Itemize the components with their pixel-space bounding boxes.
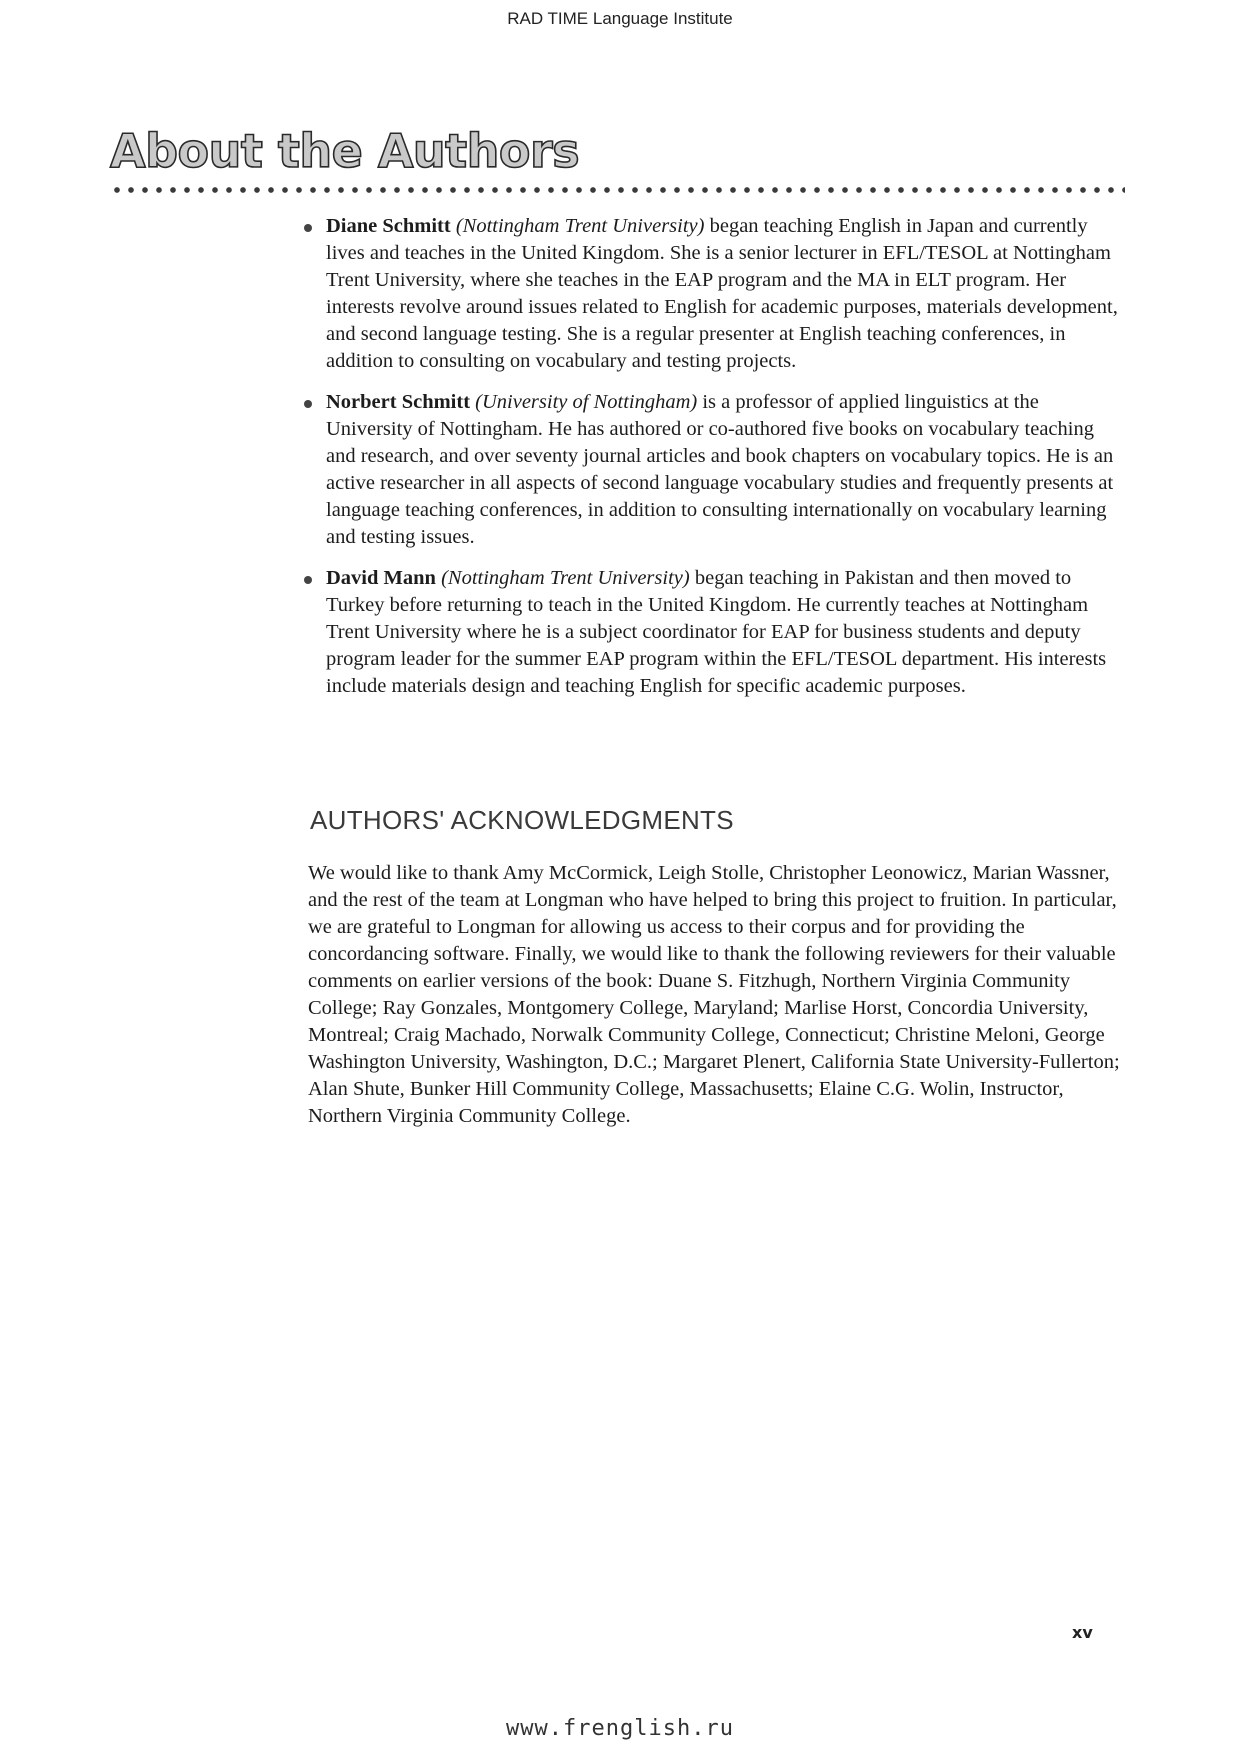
page-header: RAD TIME Language Institute <box>507 9 733 28</box>
page-number: xv <box>1072 1623 1093 1642</box>
author-bio-text: is a professor of applied linguistics at the University of Nottingham. He has authored or co-authored five books on vocabulary teaching and research, and over seventy journal articles and book chapters on vocabulary topics. He is an active researcher in all aspects of second language vocabulary studies and frequently presents at language teaching conferences, in addition to consulting internationally on vocabulary learning and testing issues. <box>326 391 1114 548</box>
author-name: David Mann <box>326 567 436 589</box>
page-title: About the Authors <box>110 124 580 178</box>
author-bio-text: began teaching English in Japan and currently lives and teaches in the United Kingdom. She is a senior lecturer in EFL/TESOL at Nottingham Trent University, where she teaches in the EAP program and the MA in ELT program. Her interests revolve around issues related to English for academic purposes, materials development, and second language testing. She is a regular presenter at English teaching conferences, in addition to consulting on vocabulary and testing projects. <box>326 215 1118 372</box>
bullet-icon <box>304 224 312 232</box>
footer-watermark: www.frenglish.ru <box>506 1716 734 1741</box>
author-affiliation: (Nottingham Trent University) <box>441 567 690 589</box>
bullet-icon <box>304 400 312 408</box>
bullet-icon <box>304 576 312 584</box>
author-bio-david-mann <box>326 565 1126 700</box>
author-name: Norbert Schmitt <box>326 391 471 413</box>
author-bio-diane-schmitt <box>326 213 1126 375</box>
acknowledgments-text: We would like to thank Amy McCormick, Leigh Stolle, Christopher Leonowicz, Marian Wassner, and the rest of the team at Longman who have helped to bring this project to fruition. In particular, we are grateful to Longman for allowing us access to their corpus and for providing the concordancing software. Finally, we would like to thank the following reviewers for their valuable comments on earlier versions of the book: Duane S. Fitzhugh, Northern Virginia Community College; Ray Gonzales, Montgomery College, Maryland; Marlise Horst, Concordia University, Montreal; Craig Machado, Norwalk Community College, Connecticut; Christine Meloni, George Washington University, Washington, D.C.; Margaret Plenert, California State University-Fullerton; Alan Shute, Bunker Hill Community College, Massachusetts; Elaine C.G. Wolin, Instructor, Northern Virginia Community College. <box>308 862 1120 1127</box>
author-name: Diane Schmitt <box>326 215 451 237</box>
dotted-rule <box>110 186 1125 194</box>
author-affiliation: (University of Nottingham) <box>475 391 698 413</box>
acknowledgments-heading: AUTHORS' ACKNOWLEDGMENTS <box>310 805 734 835</box>
author-bio-text: began teaching in Pakistan and then moved to Turkey before returning to teach in the United Kingdom. He currently teaches at Nottingham Trent University where he is a subject coordinator for EAP for business students and deputy program leader for the summer EAP program within the EFL/TESOL department. His interests include materials design and teaching English for specific academic purposes. <box>326 567 1107 697</box>
author-bio-list <box>326 213 1126 714</box>
author-affiliation: (Nottingham Trent University) <box>455 215 705 237</box>
author-bio-norbert-schmitt <box>326 389 1126 551</box>
